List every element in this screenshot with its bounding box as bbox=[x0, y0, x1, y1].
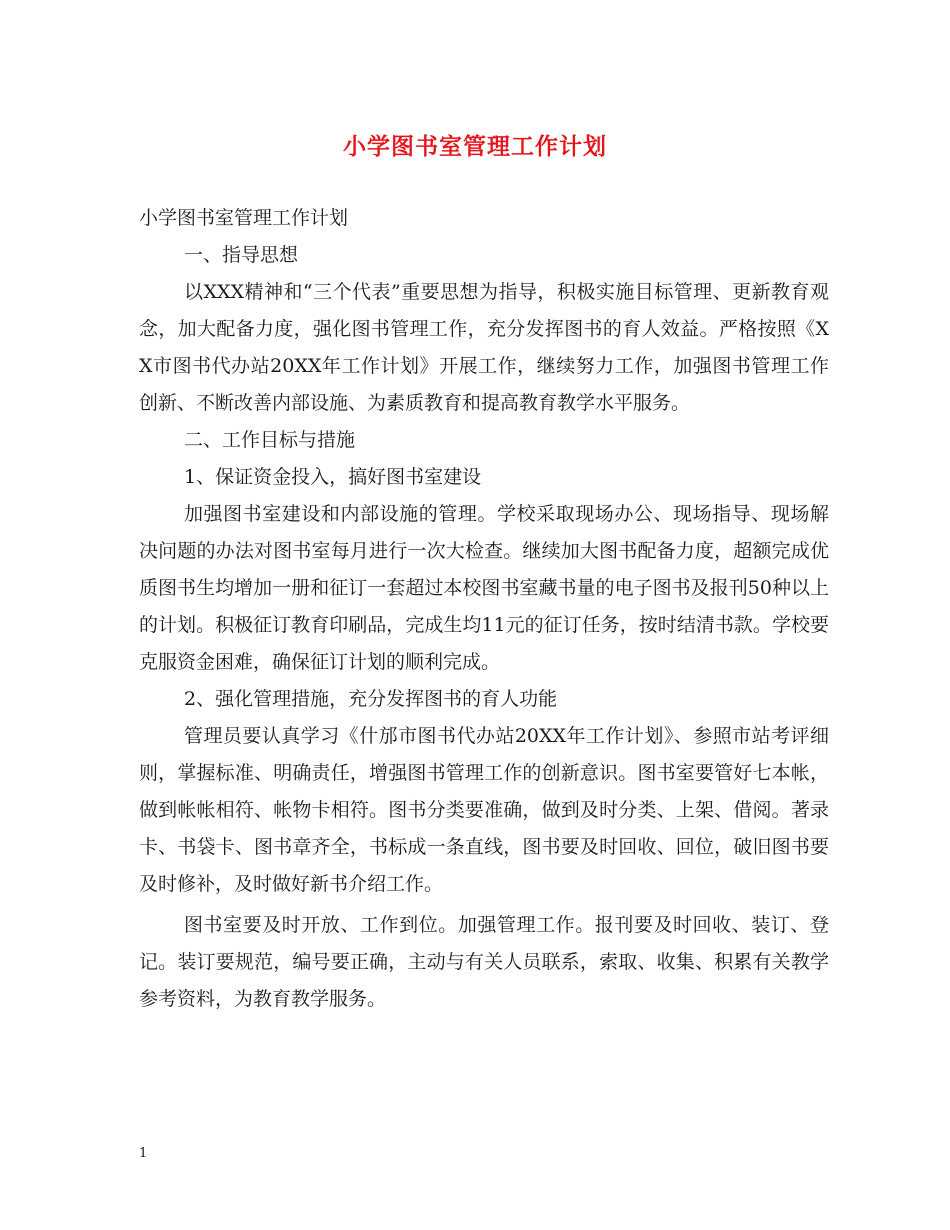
page-number: 1 bbox=[139, 1146, 148, 1161]
section-heading-goals-measures: 二、工作目标与措施 bbox=[184, 429, 356, 451]
paragraph-funding: 加强图书室建设和内部设施的管理。学校采取现场办公、现场指导、现场解决问题的办法对图书室每月进行一次大检查。继续加大图书配备力度，超额完成优质图书生均增加一册和征订一套超过本校图书室藏书量的电子图书及报刊50种以上的计划。积极征订教育印刷品，完成生均11元的征订任务，按时结清书款。学校要克服资金困难，确保征订计划的顺利完成。 bbox=[139, 503, 829, 673]
document-body bbox=[139, 200, 829, 1018]
subheading-management: 2、强化管理措施，充分发挥图书的育人功能 bbox=[184, 688, 558, 710]
subtitle-line: 小学图书室管理工作计划 bbox=[139, 207, 349, 229]
paragraph-guiding-ideology: 以XXX精神和“三个代表”重要思想为指导，积极实施目标管理、更新教育观念，加大配备力度，强化图书管理工作，充分发挥图书的育人效益。严格按照《XX市图书代办站20XX年工作计划》开展工作，继续努力工作，加强图书管理工作创新、不断改善内部设施、为素质教育和提高教育教学水平服务。 bbox=[139, 281, 829, 414]
subheading-funding: 1、保证资金投入，搞好图书室建设 bbox=[184, 466, 482, 488]
paragraph-opening-hours: 图书室要及时开放、工作到位。加强管理工作。报刊要及时回收、装订、登记。装订要规范，编号要正确，主动与有关人员联系，索取、收集、积累有关教学参考资料，为教育教学服务。 bbox=[139, 914, 829, 1010]
document-title: 小学图书室管理工作计划 bbox=[343, 133, 607, 160]
section-heading-guiding-ideology: 一、指导思想 bbox=[184, 244, 299, 266]
paragraph-management: 管理员要认真学习《什邡市图书代办站20XX年工作计划》、参照市站考评细则，掌握标准、明确责任，增强图书管理工作的创新意识。图书室要管好七本帐，做到帐帐相符、帐物卡相符。图书分类要准确，做到及时分类、上架、借阅。著录卡、书袋卡、图书章齐全，书标成一条直线，图书要及时回收、回位，破旧图书要及时修补，及时做好新书介绍工作。 bbox=[139, 725, 829, 895]
